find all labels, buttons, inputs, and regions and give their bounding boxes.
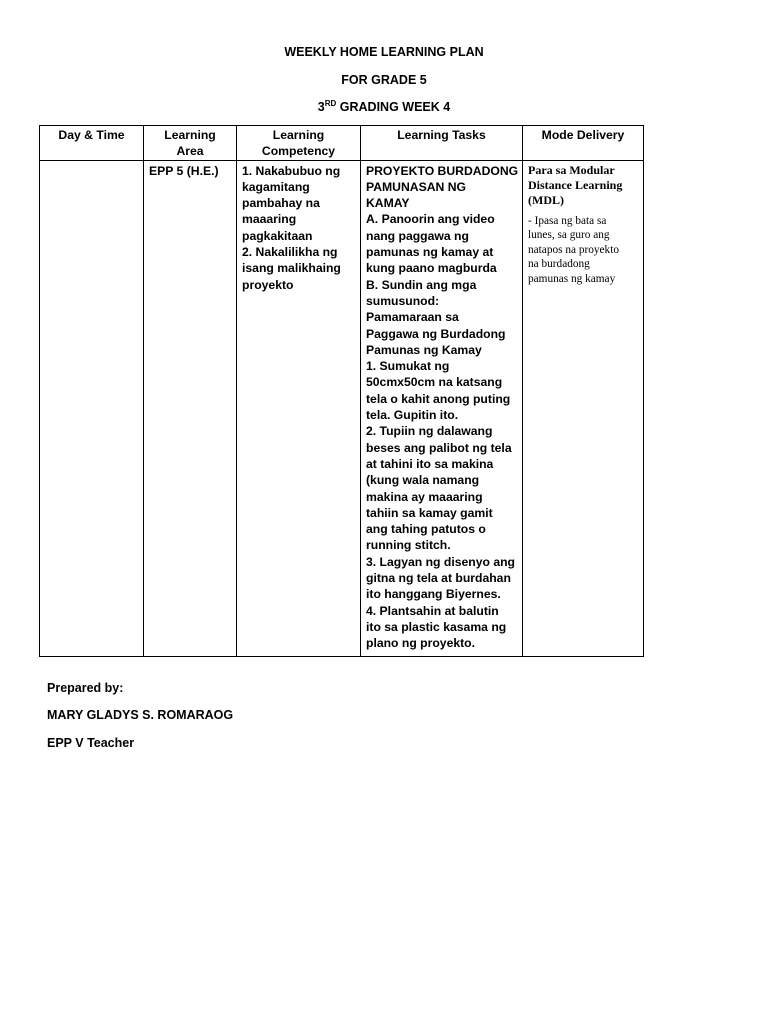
grading-week-text: GRADING WEEK 4	[336, 100, 451, 114]
table-row	[40, 160, 644, 656]
cell-mode-delivery	[523, 160, 644, 656]
grade-heading: FOR GRADE 5	[341, 73, 427, 87]
header-learning-tasks: Learning Tasks	[361, 126, 523, 161]
table-header-row	[40, 126, 644, 161]
preparer-position: EPP V Teacher	[47, 736, 135, 750]
header-learning-competency: Learning Competency	[237, 126, 361, 161]
grading-ordinal-suffix: RD	[324, 99, 337, 108]
prepared-by-label: Prepared by:	[47, 681, 124, 695]
cell-learning-tasks: PROYEKTO BURDADONG PAMUNASAN NG KAMAY A. Panoorin ang video nang paggawa ng pamunas ng kamay at kung paano magburda B. Sundin ang mga sumusunod: Pamamaraan sa Paggawa ng Burdadong Pamunas ng Kamay 1. Sumukat ng 50cmx50cm na katsang tela o kahit anong puting tela. Gupitin ito. 2. Tupiin ng dalawang beses ang palibot ng tela at tahini ito sa makina (kung wala namang makina ay maaaring tahiin sa kamay gamit ang tahing patutos o running stitch. 3. Lagyan ng disenyo ang gitna ng tela at burdahan ito hanggang Biyernes. 4. Plantsahin at balutin ito sa plastic kasama ng plano ng proyekto.	[361, 160, 523, 656]
mode-delivery-body: - Ipasa ng bata sa lunes, sa guro ang natapos na proyekto na burdadong pamunas ng kamay	[528, 214, 619, 285]
learning-plan-table	[39, 125, 644, 657]
cell-learning-area: EPP 5 (H.E.)	[144, 160, 237, 656]
header-mode-delivery: Mode Delivery	[523, 126, 644, 161]
cell-day-time	[40, 160, 144, 656]
header-day-time: Day & Time	[40, 126, 144, 161]
preparer-name: MARY GLADYS S. ROMARAOG	[47, 708, 234, 722]
cell-learning-competency: 1. Nakabubuo ng kagamitang pambahay na maaaring pagkakitaan 2. Nakalilikha ng isang malikhaing proyekto	[237, 160, 361, 656]
mode-delivery-title: Para sa Modular Distance Learning (MDL)	[528, 162, 623, 207]
grading-number: 3	[317, 100, 325, 114]
document-title: WEEKLY HOME LEARNING PLAN	[284, 45, 484, 59]
grading-week-heading	[0, 99, 768, 115]
header-learning-area: Learning Area	[144, 126, 237, 161]
